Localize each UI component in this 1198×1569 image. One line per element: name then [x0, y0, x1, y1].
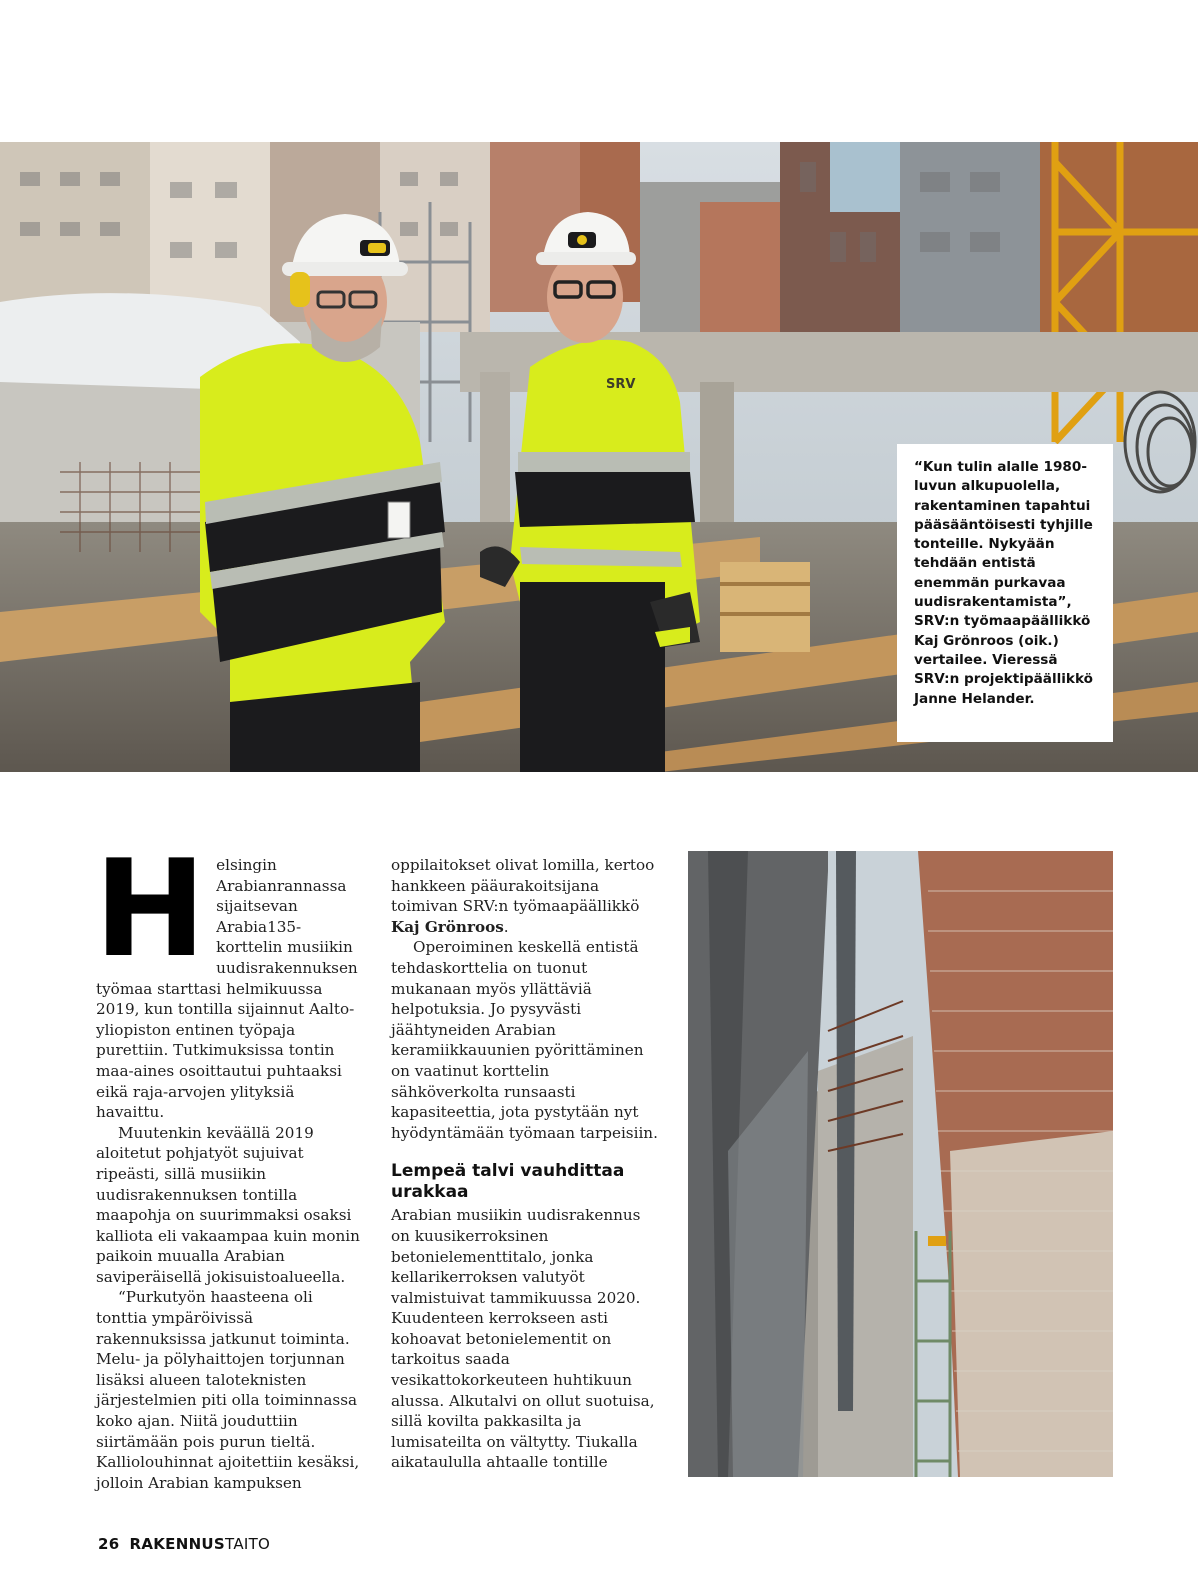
article-paragraph	[94, 831, 366, 1123]
paragraph-text: oppilaitokset olivat lomilla, kertoo hankkeen pääurakoitsijana toimivan SRV:n työmaapäällikkö	[391, 856, 655, 916]
article-column-2	[391, 855, 661, 1473]
article-paragraph: Muutenkin keväällä 2019 aloitetut pohjatyöt sujuivat ripeästi, sillä musiikin uudisrakennuksen tontilla maapohja on suurimmaksi osaksi kalliota eli vakaampaa kuin monin paikoin muualla Arabian saviperäisellä jokisuistoalueella.	[96, 1123, 360, 1286]
side-photo	[688, 851, 1113, 1477]
page-footer	[98, 1535, 270, 1553]
article-paragraph: “Purkutyön haasteena oli tonttia ympäröivissä rakennuksissa jatkunut toiminta. Melu- ja pölyhaittojen torjunnan lisäksi alueen taloteknisten järjestelmien piti olla toiminnassa koko ajan. Niitä jouduttiin siirtämään pois purun tieltä. Kalliolouhinnat ajoitettiin kesäksi, jolloin Arabian kampuksen	[96, 1288, 360, 1492]
article-paragraph: Operoiminen keskellä entistä tehdaskorttelia on tuonut mukanaan myös yllättäviä helpotuksia. Jo pysyvästi jäähtyneiden Arabian keramiikkauunien pyörittäminen on vaatinut korttelin sähköverkolta runsaasti kapasiteettia, jota pystytään nyt hyödyntämään työmaan tarpeisiin.	[391, 938, 658, 1142]
jacket-logo-text: SRV	[606, 377, 636, 392]
paragraph-text: elsingin Arabianrannassa sijaitsevan Arabia135-korttelin musiikin uudisrakennuksen työmaa starttasi helmikuussa 2019, kun tontilla sijainnut Aalto-yliopiston entinen työpaja purettiin. Tutkimuksissa tontin maa-aines osoittautui puhtaaksi eikä raja-arvojen ylityksiä havaittu.	[96, 856, 358, 1122]
section-subheading: Lempeä talvi vauhdittaa urakkaa	[391, 1161, 625, 1203]
article-paragraph: Arabian musiikin uudisrakennus on kuusikerroksinen betonielementtitalo, jonka kellarikerroksen valutyöt valmistuivat tammikuussa 2020. Kuudenteen kerrokseen asti kohoavat betonielementit on tarkoitus saada vesikattokorkeuteen huhtikuun alussa. Alkutalvi on ollut suotuisa, sillä kovilta pakkasilta ja lumisateilta on vältytty. Tiukalla aikataululla ahtaalle tontille	[391, 1206, 655, 1472]
article-column-1	[94, 831, 366, 1493]
article-paragraph	[391, 855, 661, 937]
photo-caption: “Kun tulin alalle 1980-luvun alkupuolella, rakentaminen tapahtui pääsääntöisesti tyhjille tonteille. Nykyään tehdään entistä enemmän purkavaa uudisrakentamista”, SRV:n työmaapäällikkö Kaj Grönroos (oik.) vertailee. Vieressä SRV:n projektipäällikkö Janne Helander.	[897, 444, 1113, 742]
magazine-name-bold: RAKENNUS	[129, 1535, 226, 1553]
paragraph-text: .	[503, 917, 509, 936]
page-number: 26	[98, 1535, 120, 1553]
concrete-walls-illustration	[688, 851, 1113, 1477]
person-name: Kaj Grönroos	[391, 917, 504, 936]
drop-cap: H	[94, 831, 207, 987]
magazine-name-light: TAITO	[225, 1535, 271, 1553]
